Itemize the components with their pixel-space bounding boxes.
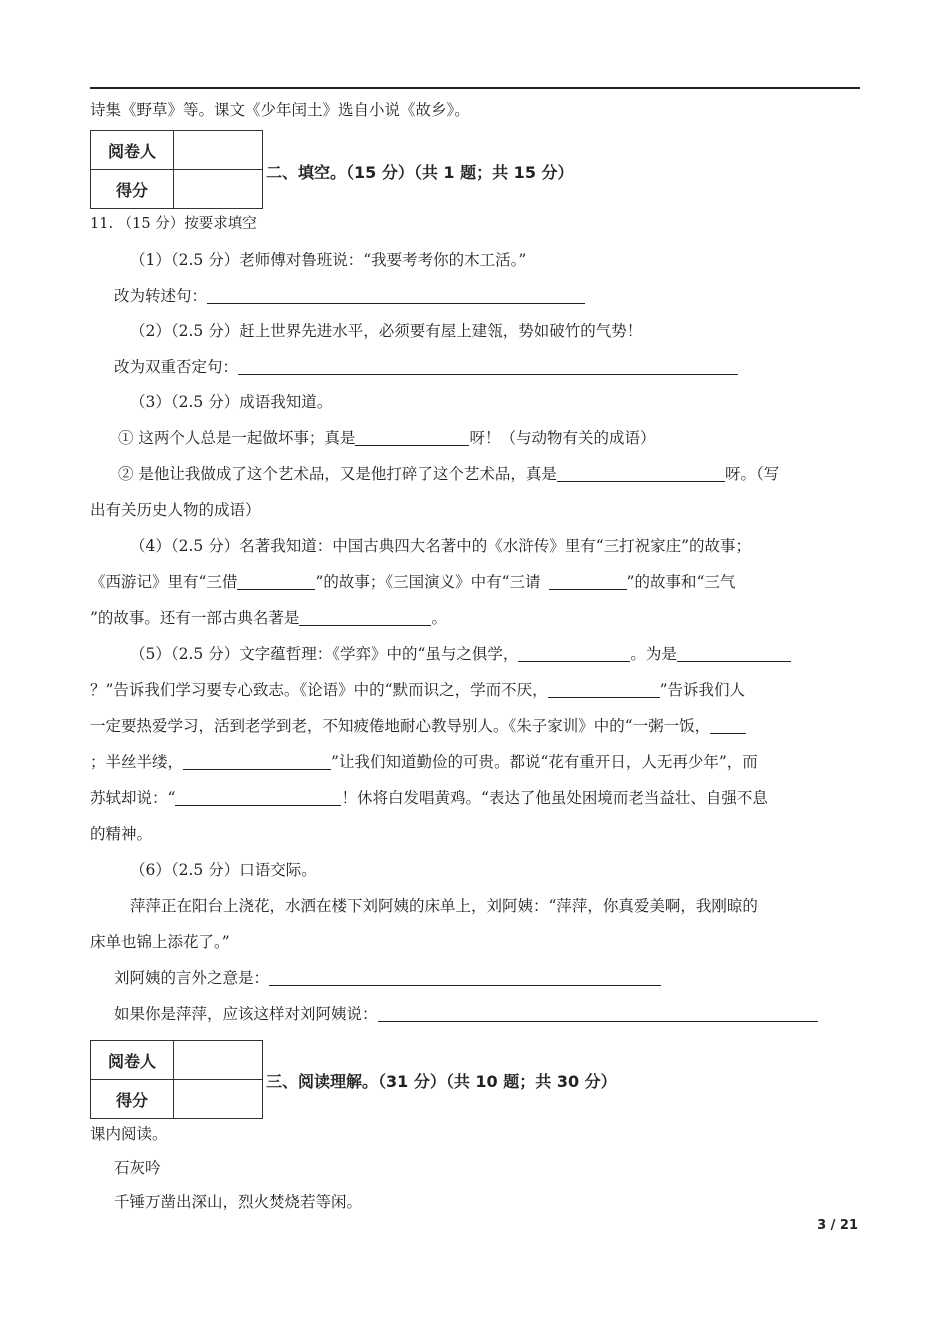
q11-p5-line4 <box>90 752 860 772</box>
q11-p4-l2c: ”的故事和“三气 <box>626 573 736 591</box>
q11-p5-l5a: 苏轼却说：“ <box>90 789 176 807</box>
q11-p5-l2b: ”告诉我们人 <box>659 681 746 699</box>
q11-p5-blank3[interactable] <box>548 682 660 698</box>
q11-p5-blank1[interactable] <box>518 646 630 662</box>
q11-p5-line3 <box>90 716 860 736</box>
q11-p6-prompt2: 如果你是萍萍，应该这样对刘阿姨说： <box>114 1005 378 1023</box>
header-rule <box>90 87 860 89</box>
poem-line1: 千锤万凿出深山，烈火焚烧若等闲。 <box>114 1193 363 1211</box>
q11-p1-prompt: 改为转述句： <box>114 287 208 305</box>
reviewer-label: 阅卷人 <box>91 1041 174 1080</box>
q11-p5-l4a: ；半丝半缕， <box>90 753 184 771</box>
q11-p1-blank[interactable] <box>207 288 585 304</box>
q11-p3-b-pre: ② 是他让我做成了这个艺术品，又是他打碎了这个艺术品，真是 <box>118 465 557 483</box>
section3-intro: 课内阅读。 <box>90 1125 168 1143</box>
score-label: 得分 <box>91 1080 174 1119</box>
intro-line: 诗集《野草》等。课文《少年闰土》选自小说《故乡》。 <box>90 101 470 119</box>
q11-p6-story2: 床单也锦上添花了。” <box>90 933 230 951</box>
poem-title: 石灰吟 <box>114 1159 161 1177</box>
q11-p5-line6: 的精神。 <box>90 825 153 843</box>
q11-p5-l4b: ”让我们知道勤俭的可贵。都说“花有重开日，人无再少年”，而 <box>331 753 758 771</box>
q11-p4-line2 <box>90 572 860 592</box>
q11-p3-a-pre: ① 这两个人总是一起做坏事；真是 <box>118 429 356 447</box>
q11-p5-line1 <box>130 644 860 664</box>
q11-p4-l3a: ”的故事。还有一部古典名著是 <box>90 609 300 627</box>
page-number: 3 / 21 <box>817 1218 858 1233</box>
q11-p2-answer-line <box>114 357 860 377</box>
q11-p6-blank1[interactable] <box>269 970 661 986</box>
q11-p5-l1b: 。为是 <box>630 645 677 663</box>
q11-p5-blank6[interactable] <box>175 790 341 806</box>
q11-p3-b-line2: 出有关历史人物的成语） <box>90 501 261 519</box>
q11-p3-line1: （3）（2.5 分）成语我知道。 <box>130 393 333 411</box>
q11-p6-answer2 <box>114 1004 860 1024</box>
q11-p1-answer-line <box>114 286 860 306</box>
q11-p6-blank2[interactable] <box>378 1006 818 1022</box>
section3-title: 三、阅读理解。（31 分）（共 10 题；共 30 分） <box>266 1072 617 1091</box>
score-box-section3 <box>90 1040 263 1119</box>
score-label: 得分 <box>91 170 174 209</box>
q11-p3-b-blank[interactable] <box>557 466 725 482</box>
score-cell <box>174 1080 263 1119</box>
q11-title: 11. （15 分）按要求填空 <box>90 216 257 232</box>
score-box-section2 <box>90 130 263 209</box>
reviewer-cell <box>174 1041 263 1080</box>
q11-p5-blank4[interactable] <box>710 718 746 734</box>
q11-p2-blank[interactable] <box>238 359 738 375</box>
q11-p5-l2a: ？”告诉我们学习要专心致志。《论语》中的“默而识之，学而不厌， <box>90 681 548 699</box>
q11-p6-story1: 萍萍正在阳台上浇花，水洒在楼下刘阿姨的床单上，刘阿姨：“萍萍，你真爱美啊，我刚晾的 <box>130 897 758 915</box>
q11-p4-line1: （4）（2.5 分）名著我知道：中国古典四大名著中的《水浒传》里有“三打祝家庄”的故事； <box>130 537 752 555</box>
score-cell <box>174 170 263 209</box>
q11-p6-answer1 <box>114 968 860 988</box>
q11-p4-l3b: 。 <box>431 609 447 627</box>
q11-p4-blank3[interactable] <box>299 610 431 626</box>
q11-p1-line1: （1）（2.5 分）老师傅对鲁班说：“我要考考你的木工活。” <box>130 251 527 269</box>
q11-p6-line1: （6）（2.5 分）口语交际。 <box>130 861 317 879</box>
q11-p4-blank1[interactable] <box>237 574 315 590</box>
q11-p4-l2b: ”的故事；《三国演义》中有“三请 <box>315 573 541 591</box>
q11-p3-b <box>118 464 860 484</box>
q11-p4-l2a: 《西游记》里有“三借 <box>90 573 238 591</box>
q11-p3-a <box>118 428 860 448</box>
q11-p5-blank2[interactable] <box>677 646 791 662</box>
q11-p5-l5b: ！休将白发唱黄鸡。“表达了他虽处困境而老当益壮、自强不息 <box>341 789 768 807</box>
q11-p5-l1a: （5）（2.5 分）文字蕴哲理：《学弈》中的“虽与之俱学， <box>130 645 519 663</box>
q11-p4-blank2[interactable] <box>549 574 627 590</box>
q11-p5-line5 <box>90 788 860 808</box>
q11-p2-prompt: 改为双重否定句： <box>114 358 239 376</box>
q11-p2-line1: （2）（2.5 分）赶上世界先进水平，必须要有屋上建瓴，势如破竹的气势！ <box>130 322 643 340</box>
q11-p4-line3 <box>90 608 860 628</box>
q11-p3-b-post: 呀。（写 <box>724 465 780 483</box>
q11-p5-line2 <box>90 680 860 700</box>
q11-p5-blank5[interactable] <box>183 754 331 770</box>
reviewer-cell <box>174 131 263 170</box>
q11-p3-a-post: 呀！（与动物有关的成语） <box>469 429 656 447</box>
reviewer-label: 阅卷人 <box>91 131 174 170</box>
q11-p5-l3a: 一定要热爱学习，活到老学到老，不知疲倦地耐心教导别人。《朱子家训》中的“一粥一饭， <box>90 717 711 735</box>
q11-p3-a-blank[interactable] <box>355 430 469 446</box>
q11-p6-prompt1: 刘阿姨的言外之意是： <box>114 969 270 987</box>
section2-title: 二、填空。（15 分）（共 1 题；共 15 分） <box>266 163 574 182</box>
